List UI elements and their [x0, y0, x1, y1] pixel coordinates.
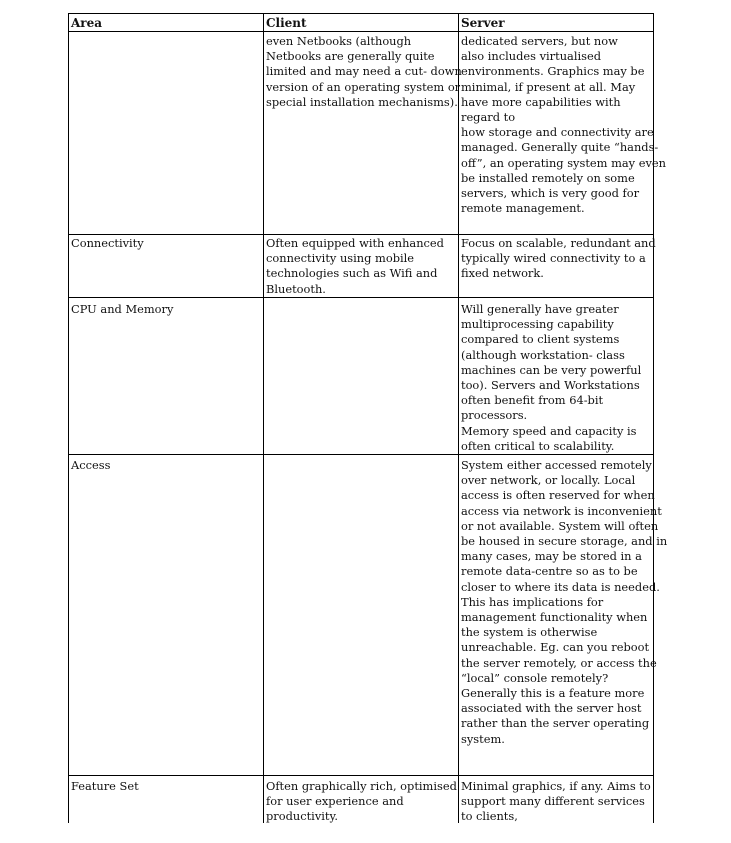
header-server: Server — [461, 16, 505, 30]
cell-text-line: have more capabilities with — [461, 94, 621, 109]
cell-text-line: regard to — [461, 110, 516, 125]
row-divider — [68, 775, 654, 776]
cell-text-line: off”, an operating system may even — [461, 155, 666, 170]
row-divider — [68, 234, 654, 235]
cell-text-line: rather than the server operating — [461, 716, 650, 731]
cell-text-line: (although workstation- class — [461, 347, 625, 362]
cell-text-line: machines can be very powerful — [461, 362, 642, 377]
cell-text-line: connectivity using mobile — [266, 251, 415, 266]
cell-text-line: minimal, if present at all. May — [461, 79, 636, 94]
cell-text-line: version of an operating system or — [266, 79, 461, 94]
cell-text-line: support many different services — [461, 794, 645, 809]
row-continued-client — [266, 34, 462, 110]
cell-text-line: compared to client systems — [461, 332, 620, 347]
column-divider — [458, 13, 459, 823]
cell-text-line: Minimal graphics, if any. Aims to — [461, 779, 651, 793]
header-divider — [68, 31, 654, 32]
row-feature-set-client — [266, 779, 457, 825]
column-divider — [263, 13, 264, 823]
row-divider — [68, 297, 654, 298]
cell-text-line: limited and may need a cut- down — [266, 64, 462, 79]
cell-text-line: be installed remotely on some — [461, 170, 635, 185]
cell-text-line: dedicated servers, but now — [461, 34, 618, 48]
cell-text-line: to clients, — [461, 809, 518, 824]
table-top-border — [68, 13, 654, 14]
table-left-border — [68, 13, 69, 823]
cell-text-line: be housed in secure storage, and in — [461, 534, 668, 549]
cell-text-line: environments. Graphics may be — [461, 64, 645, 79]
cell-text-line: access is often reserved for when — [461, 488, 655, 503]
row-connectivity-server — [461, 236, 656, 282]
cell-text-line: special installation mechanisms). — [266, 94, 458, 109]
cell-text-line: Generally this is a feature more — [461, 686, 645, 701]
cell-text-line: multiprocessing capability — [461, 317, 614, 332]
cell-text-line: too). Servers and Workstations — [461, 378, 640, 393]
cell-text-line: system. — [461, 731, 505, 746]
cell-text-line: the system is otherwise — [461, 625, 598, 640]
row-divider — [68, 454, 654, 455]
cell-text-line: for user experience and — [266, 794, 404, 809]
cell-text-line: servers, which is very good for — [461, 186, 640, 201]
cell-text-line: typically wired connectivity to a — [461, 251, 646, 266]
cell-text-line: unreachable. Eg. can you reboot — [461, 640, 650, 655]
cell-text-line: Focus on scalable, redundant and — [461, 236, 656, 250]
cell-text-line: Memory speed and capacity is — [461, 423, 637, 438]
cell-text-line: Often equipped with enhanced — [266, 236, 444, 250]
cell-text-line: access via network is inconvenient — [461, 503, 662, 518]
cell-text-line: or not available. System will often — [461, 518, 659, 533]
row-cpu-memory-area: CPU and Memory — [71, 302, 174, 316]
row-cpu-memory-server — [461, 302, 641, 454]
row-access-server — [461, 458, 667, 747]
cell-text-line: over network, or locally. Local — [461, 473, 636, 488]
cell-text-line: remote management. — [461, 201, 585, 216]
cell-text-line: the server remotely, or access the — [461, 655, 657, 670]
cell-text-line: also includes virtualised — [461, 49, 601, 64]
row-continued-server — [461, 34, 666, 216]
row-feature-set-server — [461, 779, 651, 825]
cell-text-line: Often graphically rich, optimised — [266, 779, 457, 793]
cell-text-line: This has implications for — [461, 594, 604, 609]
row-feature-set-area: Feature Set — [71, 779, 139, 793]
cell-text-line: Netbooks are generally quite — [266, 49, 435, 64]
cell-text-line: how storage and connectivity are — [461, 125, 654, 140]
row-connectivity-area: Connectivity — [71, 236, 144, 250]
cell-text-line: “local” console remotely? — [461, 670, 609, 685]
cell-text-line: even Netbooks (although — [266, 34, 412, 48]
cell-text-line: often benefit from 64-bit — [461, 393, 604, 408]
cell-text-line: System either accessed remotely — [461, 458, 652, 472]
cell-text-line: many cases, may be stored in a — [461, 549, 642, 564]
cell-text-line: remote data-centre so as to be — [461, 564, 638, 579]
cell-text-line: management functionality when — [461, 610, 648, 625]
cell-text-line: fixed network. — [461, 266, 544, 281]
cell-text-line: technologies such as Wifi and — [266, 266, 438, 281]
cell-text-line: productivity. — [266, 809, 339, 824]
row-connectivity-client — [266, 236, 444, 297]
cell-text-line: often critical to scalability. — [461, 438, 615, 453]
cell-text-line: associated with the server host — [461, 701, 642, 716]
header-client: Client — [266, 16, 307, 30]
cell-text-line: Will generally have greater — [461, 302, 619, 316]
header-area: Area — [71, 16, 103, 30]
cell-text-line: Bluetooth. — [266, 281, 326, 296]
row-access-area: Access — [71, 458, 111, 472]
cell-text-line: managed. Generally quite “hands- — [461, 140, 659, 155]
cell-text-line: processors. — [461, 408, 528, 423]
cell-text-line: closer to where its data is needed. — [461, 579, 660, 594]
